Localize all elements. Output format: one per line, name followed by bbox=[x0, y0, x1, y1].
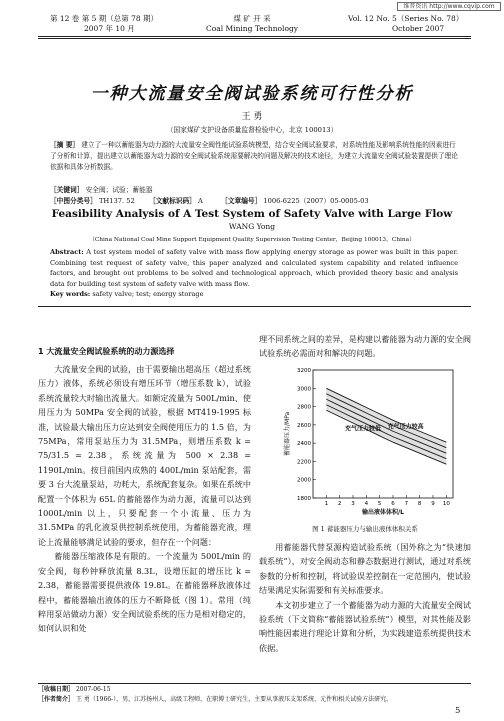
x-tick-label: 7 bbox=[404, 501, 409, 507]
right-column-top bbox=[259, 332, 471, 361]
paragraph: 用蓄能器代替泵源构造试验系统（国外称之为“快速加载系统”），对安全阀动态和静态数据进行测试，通过对系统参数的分析和控制，将试验误差控制在一定范围内，使试验结果满足实际需要和有关标准要求。 bbox=[259, 542, 471, 596]
page-number: 5 bbox=[455, 706, 461, 716]
header-volume: 第 12 卷 第 5 期（总第 78 期） bbox=[50, 14, 159, 23]
abstract-cn-text: 建立了一种以蓄能器为动力源的大流量安全阀性能试验系统模型，结合安全阀试验要求，对系统性能及影响系统性能的因素进行了分析和计算，提出建立以蓄能器为动力源的安全阀试验系统需要解决的问题及解决的技术途径，为建立大流量安全阀试验装置提供了理论依据和具体分析数据。 bbox=[50, 141, 458, 171]
author-bio-line bbox=[38, 695, 471, 705]
classification-line bbox=[50, 195, 369, 205]
keywords-en-label: Key words: bbox=[50, 290, 91, 298]
affiliation-cn: （国家煤矿支护设备质量监督检验中心，北京 100013） bbox=[166, 126, 338, 134]
x-tick-label: 5 bbox=[377, 501, 382, 507]
section-heading: 1 大流量安全阀试验系统的动力源选择 bbox=[38, 347, 175, 356]
annotation-high: 充气压力较高 bbox=[387, 423, 424, 431]
y-tick-label: 3000 bbox=[297, 386, 311, 393]
footnote-rule bbox=[38, 683, 471, 684]
x-tick-label: 9 bbox=[431, 501, 435, 507]
x-tick-label: 2 bbox=[337, 501, 342, 507]
abstract-en-text: A test system model of safety valve with mass flow applying energy storage as power was built in this paper. Combining test request of safety valve, this paper analyzed and calculated system capability and related influence factors, and brought out problems to be solved and technological approach, which provided theory basic and analysis data for building test system of safety valve with mass flow. bbox=[50, 248, 458, 288]
paragraph: 本文初步建立了一个蓄能器为动力源的大流量安全阀试验系统（下文简称“蓄能器试验系统”）模型，对其性能及影响性能因素进行理论计算和分析，为实践建造系统提供技术依据。 bbox=[259, 599, 471, 653]
keywords-cn bbox=[50, 184, 152, 194]
x-tick-label: 10 bbox=[442, 501, 450, 507]
keywords-cn-label: ［关键词］ bbox=[50, 186, 84, 194]
header-journal-cn: 煤 矿 开 采 bbox=[233, 14, 271, 23]
paper-title-en: Feasibility Analysis of A Test System of Safety Valve with Large Flow bbox=[51, 208, 453, 220]
x-tick-label: 8 bbox=[417, 501, 422, 507]
keywords-en-text: safety valve; test; energy storage bbox=[92, 290, 204, 298]
right-column-bottom bbox=[259, 540, 471, 655]
received-label: ［收稿日期］ bbox=[38, 686, 75, 693]
x-tick-label: 4 bbox=[364, 501, 369, 507]
y-tick-label: 2800 bbox=[297, 404, 311, 411]
author-bio-label: ［作者简介］ bbox=[38, 696, 75, 703]
header-volume-en: Vol. 12 No. 5（Series No. 78） bbox=[348, 14, 464, 23]
y-tick-label: 3200 bbox=[297, 368, 311, 374]
y-tick-label: 1800 bbox=[297, 496, 311, 502]
abstract-en-label: Abstract: bbox=[50, 248, 84, 256]
figure-1-chart bbox=[281, 362, 461, 522]
keywords-cn-text: 安全阀；试验；蓄能器 bbox=[85, 186, 153, 194]
article-no-value: 1006-6225（2007）05-0005-03 bbox=[263, 197, 369, 205]
paper-title: 一种大流量安全阀试验系统可行性分析 bbox=[90, 84, 414, 104]
keywords-en bbox=[50, 290, 204, 298]
y-tick-label: 2000 bbox=[297, 477, 311, 484]
y-tick-label: 2200 bbox=[297, 459, 311, 466]
abstract-cn bbox=[50, 140, 458, 173]
header-date-en: October 2007 bbox=[392, 24, 445, 33]
watermark: 维普资讯 http://www.cqvip.com bbox=[397, 2, 501, 11]
received-date: 2007-06-15 bbox=[75, 686, 111, 693]
abstract-divider bbox=[38, 306, 471, 307]
y-axis-label: 蓄能器压力/MPa bbox=[284, 411, 291, 456]
paragraph: 蓄能器压缩液体是有限的。一个流量为 500L/min 的安全阀，每秒钟释放流量 8.3L，设增压缸的增压比 k = 2.38，蓄能器需要提供液体 19.8L。在蓄能器释放液体过程中，蓄能器输出液体的压力不断降低（图 1）。常用（纯粹用泵站做动力源）安全阀试验系统的压力是相对稳定的，如何认识和处 bbox=[38, 551, 251, 634]
received-line bbox=[38, 685, 471, 695]
author-cn: 王 勇 bbox=[241, 112, 263, 122]
x-axis-label: 输出液体体积/L bbox=[361, 509, 405, 516]
article-no-label: ［文章编号］ bbox=[221, 197, 262, 205]
y-tick-label: 2400 bbox=[297, 441, 311, 448]
header-journal-en: Coal Mining Technology bbox=[205, 24, 299, 33]
doc-code-label: ［文献标识码］ bbox=[149, 197, 196, 205]
doc-code-value: A bbox=[198, 197, 203, 205]
author-bio: 王 勇（1966-），男，江苏扬州人，高级工程师，在职博士研究生，主要从事液压支架系统、元件和相关试验方法研究。 bbox=[75, 696, 393, 703]
annotation-low: 充气压力较低 bbox=[345, 425, 382, 433]
y-tick-label: 2600 bbox=[297, 422, 311, 429]
footnote bbox=[38, 685, 471, 705]
abstract-cn-label: ［摘 要］ bbox=[50, 141, 80, 149]
x-tick-label: 3 bbox=[351, 501, 355, 507]
abstract-en bbox=[50, 247, 458, 289]
author-en: WANG Yong bbox=[228, 222, 276, 231]
clc-label: ［中图分类号］ bbox=[50, 197, 97, 205]
left-column bbox=[38, 362, 251, 636]
clc-value: TH137. 52 bbox=[98, 197, 135, 205]
header-date: 2007 年 10 月 bbox=[84, 24, 135, 33]
paragraph: 理不同系统之间的差异，是构建以蓄能器为动力源的安全阀试验系统必需面对和解决的问题。 bbox=[259, 334, 471, 359]
figure-caption: 图 1 蓄能器压力与输出液体体积关系 bbox=[312, 525, 418, 533]
header-rule-2 bbox=[38, 38, 471, 39]
paragraph: 大流量安全阀的试验，由于需要输出超高压（超过系统压力）液体，系统必须设有增压环节（增压系数 k），试验系统流量较大时输出流量大。如额定流量为 500L/min、使用压力为 50MPa 安全阀的试验，根据 MT419-1995 标准，试验最大输出压力应达到安全阀使用压力的 1.5 倍，为 75MPa，常用泵站压力为 31.5MPa，则增压系数 k = 75/31.5 = 2.38，系统流量为 500 × 2.38 = 1190L/min。按目前国内成熟的 400L/min 泵站配套，需要 3 台大流量泵站，功耗大，系统配套复杂。如果在系统中配置一个体积为 65L 的蓄能器作为动力源，流量可以达到 1000L/min 以上，只要配套一个小流量、压力为 31.5MPa 的乳化液泵供控制系统使用，为蓄能器充液，理论上流量能够满足试验的要求，但存在一个问题： bbox=[38, 364, 251, 547]
header-rule bbox=[38, 36, 471, 37]
x-tick-label: 6 bbox=[391, 501, 395, 507]
x-tick-label: 1 bbox=[324, 501, 329, 507]
affiliation-en: （China National Coal Mine Support Equipment Quality Supervision Testing Center，Beijing 100013，China） bbox=[89, 237, 415, 243]
